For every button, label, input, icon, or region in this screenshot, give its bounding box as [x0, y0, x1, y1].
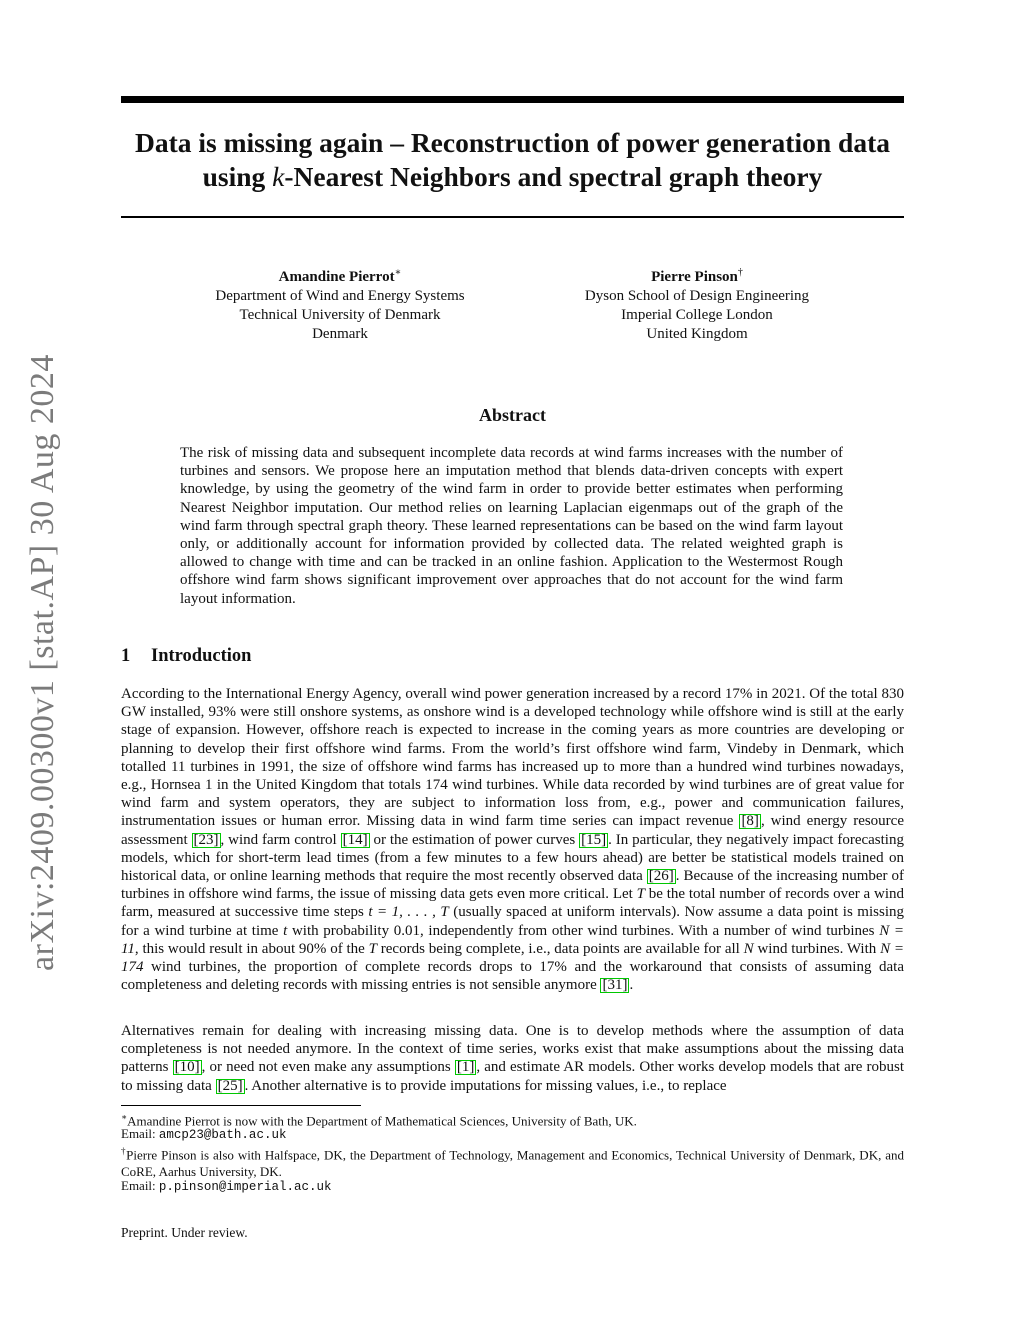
math-expression: t = 1, . . . , T — [368, 904, 449, 921]
footnote-text: Pierre Pinson is also with Halfspace, DK, the Department of Technology, Management and Economics, Technical University of Denmark, DK, and CoRE, Aarhus University, DK. — [121, 1147, 904, 1179]
title-line-2 — [121, 160, 904, 194]
citation-link[interactable]: [1] — [456, 1059, 475, 1076]
author-department: Department of Wind and Energy Systems — [215, 288, 465, 304]
text-run: with probability 0.01, independently from other wind turbines. With a number of wind turbines — [287, 922, 880, 939]
footnote-2-email — [121, 1178, 904, 1196]
text-run: or the estimation of power curves — [369, 831, 580, 848]
title-rule — [121, 216, 904, 218]
citation-link[interactable]: [15] — [581, 831, 607, 848]
text-run: . Another alternative is to provide imputations for missing values, i.e., to replace — [244, 1077, 727, 1094]
top-rule — [121, 96, 904, 103]
text-run: , this would result in about 90% of the — [134, 940, 369, 957]
footnote-1-email — [121, 1126, 904, 1144]
footnote-2 — [121, 1143, 904, 1180]
citation-link[interactable]: [10] — [174, 1059, 200, 1076]
author-name-text: Pierre Pinson — [651, 269, 738, 285]
citation-link[interactable]: [31] — [602, 977, 628, 994]
text-run: be the total number of records over a wind farm, measured at successive time steps — [121, 886, 904, 921]
citation-link[interactable]: [25] — [217, 1077, 243, 1094]
arxiv-identifier: arXiv:2409.00300v1 [stat.AP] 30 Aug 2024 — [24, 354, 61, 971]
citation-link[interactable]: [8] — [741, 813, 759, 830]
section-heading — [121, 646, 251, 667]
text-run: . — [629, 977, 634, 994]
text-run: , wind farm control — [220, 831, 341, 848]
text-run: . In particular, they negatively impact forecasting models, which for short-term lead times (from a few minutes to a few hours ahead) are better be statistical models trained on historical data, or online learning methods that require the most recently observed data — [121, 831, 904, 885]
title-line-1: Data is missing again – Reconstruction of power generation data — [135, 127, 890, 158]
section-number: 1 — [121, 646, 131, 666]
citation-link[interactable]: [26] — [648, 868, 674, 885]
email-label: Email: — [121, 1178, 159, 1193]
text-run: , wind energy resource assessment — [121, 813, 904, 848]
abstract-heading: Abstract — [479, 405, 546, 425]
footnote-mark: ∗ — [121, 1112, 128, 1122]
author-footnote-mark: ∗ — [394, 267, 402, 278]
citation-link[interactable]: [14] — [342, 831, 368, 848]
text-run: wind turbines. With — [753, 940, 881, 957]
page-footer: Preprint. Under review. — [121, 1225, 248, 1240]
math-expression: N = 174 — [121, 940, 904, 976]
citation-link[interactable]: [23] — [193, 831, 219, 848]
text-run: Alternatives remain for dealing with increasing missing data. One is to develop methods where the assumption of data completeness is not needed anymore. In the context of time series, works exist that make assumptions about the missing data patterns — [121, 1023, 904, 1076]
author-department: Dyson School of Design Engineering — [584, 288, 810, 304]
paper-title — [121, 126, 904, 194]
intro-paragraph-1 — [121, 685, 904, 994]
email-label: Email: — [121, 1126, 159, 1141]
text-run: , or need not even make any assumptions — [201, 1059, 455, 1076]
text-run: According to the International Energy Agency, overall wind power generation increased by a record 17% in 2021. Of the total 830 GW installed, 93% were still onshore systems, as onshore wind is a developed technology while offshore wind is still at the early stage of expansion. However, offshore reach is expected to increase in the coming years as more countries are developing or planning to develop their first offshore wind farms. From the world’s first offshore wind farm, Vindeby in Denmark, which totalled 11 turbines in 1991, the size of offshore wind farms has increased up to more than a hundred wind turbines nowadays, e.g., Hornsea 1 in the United Kingdom that totals 174 wind turbines. While data recorded by wind turbines are of great value for wind farm and system operators, they are subject to information loss from, e.g., power and communication failures, instrumentation issues or human error. Missing data in wind farm time series can impact revenue — [121, 686, 904, 830]
math-expression: N = 11 — [121, 922, 904, 957]
math-symbol: N — [743, 940, 754, 957]
author-name — [185, 263, 495, 287]
math-symbol: T — [368, 940, 377, 957]
author-country: Denmark — [312, 326, 368, 342]
text-run: wind turbines, the proportion of complete records drops to 17% and the workaround that consists of assuming data completeness and deleting records with missing entries is not sensible anymore — [121, 959, 904, 994]
arxiv-side-stamp — [20, 0, 68, 1325]
intro-paragraph-2 — [121, 1022, 904, 1095]
author-block-1 — [185, 263, 495, 344]
footnote-rule — [121, 1105, 361, 1106]
email-address[interactable]: amcp23@bath.ac.uk — [158, 1128, 287, 1142]
footnote-mark: † — [121, 1146, 127, 1156]
footnote-text: Amandine Pierrot is now with the Department of Mathematical Sciences, University of Bath, UK. — [127, 1113, 637, 1129]
author-institution: Technical University of Denmark — [239, 307, 441, 323]
title-line-2-start: using — [202, 161, 273, 192]
text-run: . Because of the increasing number of turbines in offshore wind farms, the issue of missing data gets even more critical. Let — [121, 868, 904, 903]
abstract-text: The risk of missing data and subsequent incomplete data records at wind farms increases with the number of turbines and sensors. We propose here an imputation method that blends data-driven concepts with expert knowledge, by using the geometry of the wind farm in order to provide better estimates when performing Nearest Neighbor imputation. Our method relies on learning Laplacian eigenmaps out of the graph of the wind farm through spectral graph theory. These learned representations can be based on the wind farm layout only, or additionally account for information provided by collected data. The related weighted graph is allowed to change with time and can be tracked in an online fashion. Application to the Westermost Rough offshore wind farm shows significant improvement over approaches that do not account for the wind farm layout information. — [180, 445, 843, 607]
title-line-2-end: -Nearest Neighbors and spectral graph theory — [284, 161, 823, 192]
author-block-2 — [540, 263, 854, 344]
text-run: records being complete, i.e., data points are available for all — [376, 940, 744, 957]
author-name-text: Amandine Pierrot — [278, 269, 395, 285]
section-title: Introduction — [151, 646, 252, 666]
title-k-symbol: k — [272, 161, 285, 192]
text-run: , and estimate AR models. Other works develop models that are robust to missing data — [121, 1059, 905, 1094]
email-address[interactable]: p.pinson@imperial.ac.uk — [158, 1180, 332, 1194]
text-run: (usually spaced at uniform intervals). Now assume a data point is missing for a wind turbine at time — [121, 904, 904, 939]
author-name — [540, 263, 854, 287]
math-symbol: T — [636, 886, 645, 903]
author-footnote-mark: † — [737, 267, 743, 278]
author-country: United Kingdom — [646, 326, 748, 342]
author-institution: Imperial College London — [621, 307, 773, 323]
math-symbol: t — [283, 922, 288, 939]
